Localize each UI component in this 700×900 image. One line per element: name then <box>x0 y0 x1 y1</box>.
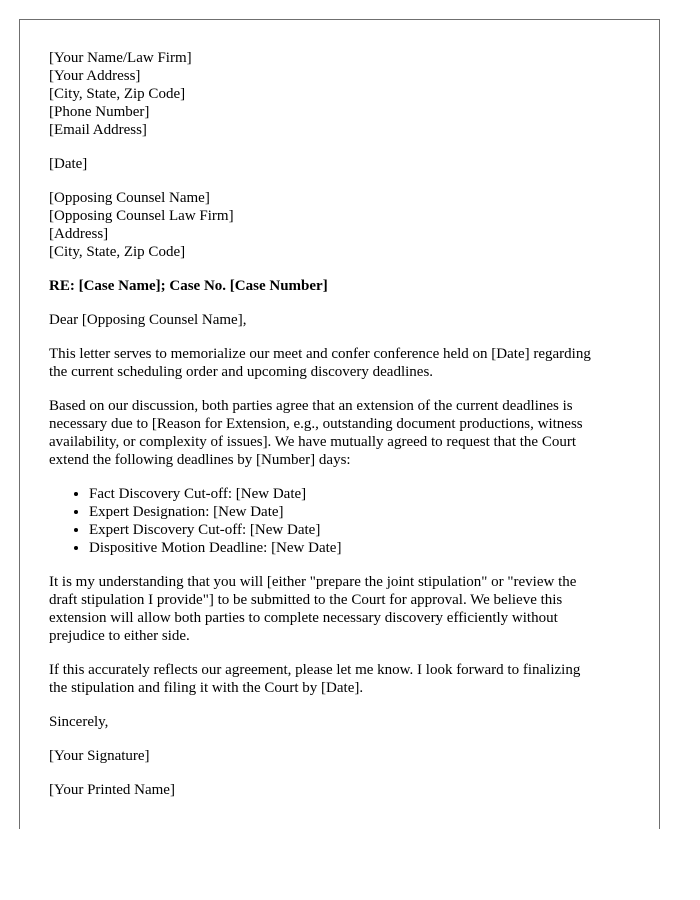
recipient-firm: [Opposing Counsel Law Firm] <box>49 208 234 224</box>
paragraph-stipulation <box>49 573 649 645</box>
paragraph-line: the current scheduling order and upcoming discovery deadlines. <box>49 364 434 380</box>
recipient-block <box>49 189 649 261</box>
paragraph-line: availability, or complexity of issues]. We have mutually agreed to request that the Court <box>49 434 576 450</box>
subject-line: RE: [Case Name]; Case No. [Case Number] <box>49 278 328 294</box>
recipient-name: [Opposing Counsel Name] <box>49 190 210 206</box>
sender-city-state-zip: [City, State, Zip Code] <box>49 86 186 102</box>
paragraph-line: It is my understanding that you will [either "prepare the joint stipulation" or "review the <box>49 574 577 590</box>
deadline-list <box>49 485 649 557</box>
recipient-address: [Address] <box>49 226 109 242</box>
signature-placeholder: [Your Signature] <box>49 748 150 764</box>
printed-name: [Your Printed Name] <box>49 782 175 798</box>
letter-page <box>19 19 660 829</box>
paragraph-line: This letter serves to memorialize our meet and confer conference held on [Date] regarding <box>49 346 591 362</box>
paragraph-line: the stipulation and filing it with the Court by [Date]. <box>49 680 364 696</box>
salutation: Dear [Opposing Counsel Name], <box>49 312 247 328</box>
paragraph-extension-agreement <box>49 397 649 469</box>
sender-phone: [Phone Number] <box>49 104 150 120</box>
deadline-item-expert-designation: • Expert Designation: [New Date] <box>89 503 649 521</box>
paragraph-line: If this accurately reflects our agreement, please let me know. I look forward to finalizing <box>49 662 581 678</box>
sender-name-firm: [Your Name/Law Firm] <box>49 50 192 66</box>
paragraph-line: prejudice to either side. <box>49 628 190 644</box>
deadline-item-fact-discovery: • Fact Discovery Cut-off: [New Date] <box>89 485 649 503</box>
deadline-item-expert-discovery: • Expert Discovery Cut-off: [New Date] <box>89 521 649 539</box>
paragraph-line: necessary due to [Reason for Extension, e.g., outstanding document productions, witness <box>49 416 583 432</box>
paragraph-meet-and-confer <box>49 345 649 381</box>
sender-email: [Email Address] <box>49 122 147 138</box>
paragraph-line: draft stipulation I provide"] to be submitted to the Court for approval. We believe this <box>49 592 563 608</box>
recipient-city-state-zip: [City, State, Zip Code] <box>49 244 186 260</box>
letter-content <box>49 49 649 799</box>
sender-address: [Your Address] <box>49 68 141 84</box>
closing: Sincerely, <box>49 714 109 730</box>
deadline-item-dispositive-motion: • Dispositive Motion Deadline: [New Date] <box>89 539 649 557</box>
paragraph-line: extend the following deadlines by [Number] days: <box>49 452 351 468</box>
paragraph-confirmation <box>49 661 649 697</box>
sender-block <box>49 49 649 139</box>
paragraph-line: Based on our discussion, both parties agree that an extension of the current deadlines is <box>49 398 573 414</box>
letter-date: [Date] <box>49 156 88 172</box>
paragraph-line: extension will allow both parties to complete necessary discovery efficiently without <box>49 610 558 626</box>
